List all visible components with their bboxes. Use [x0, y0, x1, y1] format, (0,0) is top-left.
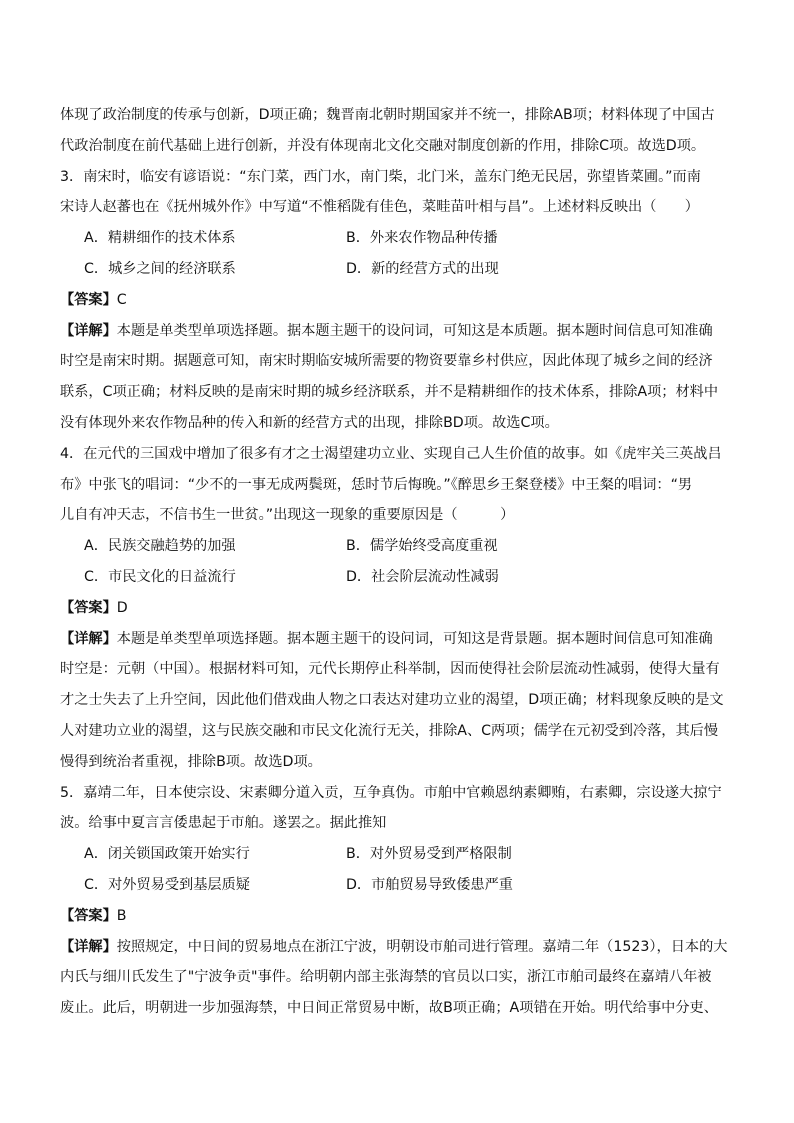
answer-line [60, 285, 736, 316]
question-5 [60, 778, 736, 1024]
prev-explanation-line: 代政治制度在前代基础上进行创新，并没有体现南北文化交融对制度创新的作用，排除C项。故选D项。 [60, 137, 706, 154]
option-row [60, 223, 736, 254]
explanation-line: 才之士失去了上升空间，因此他们借戏曲人物之口表达对建功立业的渴望，D项正确；材料现象反映的是文 [60, 692, 724, 709]
option-a[interactable]: A．民族交融趋势的加强 [84, 538, 236, 555]
option-c[interactable]: C．市民文化的日益流行 [84, 568, 236, 585]
answer-label: 【答案】 [60, 599, 117, 616]
explanation-line: 没有体现外来农作物品种的传入和新的经营方式的出现，排除BD项。故选C项。 [60, 414, 559, 431]
explanation-line [60, 316, 736, 347]
answer-label: 【答案】 [60, 907, 117, 924]
question-stem-line: 3．南宋时，临安有谚语说：“东门菜，西门水，南门柴，北门米，盖东门绝无民居，弥望皆菜圃。”而南 [60, 168, 701, 185]
prev-explanation-line: 体现了政治制度的传承与创新，D项正确；魏晋南北朝时期国家并不统一，排除AB项；材料体现了中国古 [60, 107, 715, 123]
answer-line [60, 593, 736, 624]
explanation-line: 时空是：元朝（中国）。根据材料可知，元代长期停止科举制，因而使得社会阶层流动性减弱，使得大量有 [60, 661, 720, 678]
option-c[interactable]: C．对外贸易受到基层质疑 [84, 876, 250, 893]
question-stem-line: 布》中张飞的唱词：“少不的一事无成两鬓斑，恁时节后悔晚。”《醉思乡王粲登楼》中王粲的唱词：“男 [60, 476, 693, 493]
option-b[interactable]: B．儒学始终受高度重视 [346, 538, 498, 555]
explanation-label: 【详解】 [60, 322, 117, 339]
explanation-line: 慢得到统治者重视，排除B项。故选D项。 [60, 753, 322, 770]
explanation-text: 本题是单类型单项选择题。据本题主题干的设问词，可知这是本质题。据本题时间信息可知准确 [116, 322, 713, 339]
answer-value: C [116, 291, 127, 308]
explanation-text: 按照规定，中日间的贸易地点在浙江宁波，明朝设市舶司进行管理。嘉靖二年（1523），日本的大 [116, 938, 728, 955]
option-b[interactable]: B．对外贸易受到严格限制 [346, 846, 512, 863]
document-content [60, 100, 736, 1024]
option-row [60, 562, 736, 593]
explanation-line: 时空是南宋时期。据题意可知，南宋时期临安城所需要的物资要靠乡村供应，因此体现了城乡之间的经济 [60, 353, 713, 370]
explanation-line [60, 932, 736, 963]
option-row [60, 839, 736, 870]
explanation-label: 【详解】 [60, 938, 117, 955]
option-b[interactable]: B．外来农作物品种传播 [346, 230, 498, 247]
question-3 [60, 162, 736, 439]
explanation-line: 内氏与细川氏发生了"宁波争贡"事件。给明朝内部主张海禁的官员以口实，浙江市舶司最终在嘉靖八年被 [60, 969, 712, 986]
question-stem-line: 波。给事中夏言言倭患起于市舶。遂罢之。据此推知 [60, 815, 387, 832]
option-d[interactable]: D．社会阶层流动性减弱 [346, 568, 499, 585]
question-stem-line: 宋诗人赵蕃也在《抚州城外作》中写道“不惟稻陇有佳色，菜畦苗叶相与昌”。上述材料反映出（ ） [60, 199, 699, 216]
option-row [60, 531, 736, 562]
answer-value: D [116, 599, 128, 616]
explanation-text: 本题是单类型单项选择题。据本题主题干的设问词，可知这是背景题。据本题时间信息可知准确 [116, 630, 713, 647]
explanation-line [60, 624, 736, 655]
option-row [60, 254, 736, 285]
explanation-line: 废止。此后，明朝进一步加强海禁，中日间正常贸易中断，故B项正确；A项错在开始。明代给事中分吏、 [60, 1000, 718, 1017]
question-stem-line: 儿自有冲天志，不信书生一世贫。”出现这一现象的重要原因是（ ） [60, 507, 515, 524]
option-d[interactable]: D．新的经营方式的出现 [346, 260, 499, 277]
question-stem-line: 5．嘉靖二年，日本使宗设、宋素卿分道入贡，互争真伪。市舶中官赖恩纳素卿贿，右素卿，宗设遂大掠宁 [60, 784, 722, 801]
explanation-line: 人对建功立业的渴望，这与民族交融和市民文化流行无关，排除A、C两项；儒学在元初受到冷落，其后慢 [60, 722, 719, 739]
explanation-line: 联系，C项正确；材料反映的是南宋时期的城乡经济联系，并不是精耕细作的技术体系，排除A项；材料中 [60, 384, 719, 401]
question-4 [60, 439, 736, 778]
explanation-label: 【详解】 [60, 630, 117, 647]
option-a[interactable]: A．精耕细作的技术体系 [84, 230, 236, 247]
option-row [60, 870, 736, 901]
answer-value: B [116, 907, 127, 924]
question-stem-line: 4．在元代的三国戏中增加了很多有才之士渴望建功立业、实现自己人生价值的故事。如《虎牢关三英战吕 [60, 445, 722, 462]
answer-line [60, 901, 736, 932]
option-d[interactable]: D．市舶贸易导致倭患严重 [346, 876, 513, 893]
option-c[interactable]: C．城乡之间的经济联系 [84, 260, 236, 277]
option-a[interactable]: A．闭关锁国政策开始实行 [84, 846, 250, 863]
answer-label: 【答案】 [60, 291, 117, 308]
